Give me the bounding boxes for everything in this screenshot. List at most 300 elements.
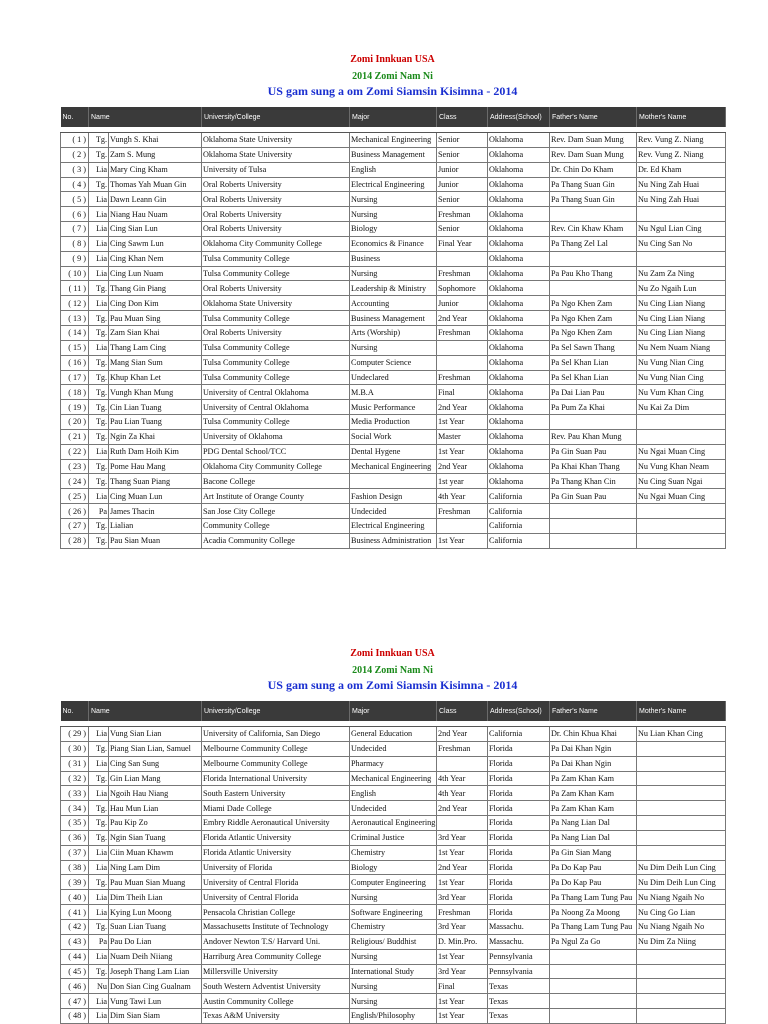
- row-number: ( 4 ): [61, 177, 89, 192]
- address-state: Oklahoma: [488, 311, 550, 326]
- father-name: Pa Do Kap Pau: [550, 875, 637, 890]
- mother-name: [637, 741, 726, 756]
- row-number: ( 18 ): [61, 385, 89, 400]
- mother-name: Nu Kai Za Dim: [637, 400, 726, 415]
- class-year: Freshman: [437, 207, 488, 222]
- mother-name: [637, 801, 726, 816]
- table-row: [61, 801, 726, 816]
- university: Acadia Community College: [202, 533, 350, 548]
- header-row: [61, 107, 726, 127]
- university: University of Central Florida: [202, 875, 350, 890]
- row-number: ( 37 ): [61, 845, 89, 860]
- table-row: [61, 429, 726, 444]
- table-row: [61, 786, 726, 801]
- mother-name: [637, 518, 726, 533]
- father-name: [550, 964, 637, 979]
- class-year: 1st Year: [437, 415, 488, 430]
- address-state: Florida: [488, 771, 550, 786]
- student-name: Mang Sian Sum: [109, 355, 202, 370]
- name-prefix: Tg.: [89, 875, 109, 890]
- major: Computer Science: [350, 355, 437, 370]
- class-year: 2nd Year: [437, 400, 488, 415]
- row-number: ( 7 ): [61, 222, 89, 237]
- student-name: Cing Muan Lun: [109, 489, 202, 504]
- address-state: Oklahoma: [488, 415, 550, 430]
- address-state: Oklahoma: [488, 251, 550, 266]
- student-name: Cing Sawm Lun: [109, 236, 202, 251]
- table-row: [61, 727, 726, 742]
- address-state: Florida: [488, 801, 550, 816]
- table-row: [61, 816, 726, 831]
- major: Pharmacy: [350, 756, 437, 771]
- student-name: Thang Gin Piang: [109, 281, 202, 296]
- class-year: 2nd Year: [437, 801, 488, 816]
- father-name: [550, 533, 637, 548]
- father-name: Dr. Chin Do Kham: [550, 162, 637, 177]
- address-state: Florida: [488, 890, 550, 905]
- major: Aeronautical Engineering: [350, 816, 437, 831]
- name-prefix: Tg.: [89, 919, 109, 934]
- name-prefix: Lia: [89, 949, 109, 964]
- name-prefix: Pa: [89, 934, 109, 949]
- major: Business Management: [350, 147, 437, 162]
- student-name: Pau Sian Muan: [109, 533, 202, 548]
- table-row: [61, 147, 726, 162]
- org-name: Zomi Innkuan USA: [350, 648, 435, 659]
- student-name: Thang Suan Piang: [109, 474, 202, 489]
- student-name: Vung Sian Lian: [109, 727, 202, 742]
- major: Nursing: [350, 979, 437, 994]
- university: University of Tulsa: [202, 162, 350, 177]
- mother-name: Nu Vung Nian Cing: [637, 355, 726, 370]
- col-class-header: Class: [437, 701, 488, 721]
- university: Florida Atlantic University: [202, 830, 350, 845]
- mother-name: [637, 964, 726, 979]
- name-prefix: Tg.: [89, 415, 109, 430]
- class-year: 2nd Year: [437, 311, 488, 326]
- class-year: 4th Year: [437, 771, 488, 786]
- class-year: Junior: [437, 296, 488, 311]
- mother-name: Nu Zo Ngaih Lun: [637, 281, 726, 296]
- table-row: [61, 934, 726, 949]
- mother-name: Nu Cing Lian Niang: [637, 325, 726, 340]
- row-number: ( 23 ): [61, 459, 89, 474]
- class-year: 2nd Year: [437, 459, 488, 474]
- row-number: ( 24 ): [61, 474, 89, 489]
- student-name: Gin Lian Mang: [109, 771, 202, 786]
- university: Massachusetts Institute of Technology: [202, 919, 350, 934]
- name-prefix: Tg.: [89, 964, 109, 979]
- mother-name: [637, 1009, 726, 1024]
- student-name: Cing Lun Nuam: [109, 266, 202, 281]
- father-name: Pa Sel Khan Lian: [550, 355, 637, 370]
- mother-name: Nu Cing Suan Ngai: [637, 474, 726, 489]
- father-name: Pa Zam Khan Kam: [550, 801, 637, 816]
- mother-name: Nu Vung Nian Cing: [637, 370, 726, 385]
- mother-name: Nu Dim Za Niing: [637, 934, 726, 949]
- table-row: [61, 340, 726, 355]
- class-year: 3rd Year: [437, 830, 488, 845]
- name-prefix: Lia: [89, 890, 109, 905]
- father-name: [550, 979, 637, 994]
- major: Nursing: [350, 207, 437, 222]
- mother-name: [637, 979, 726, 994]
- address-state: California: [488, 533, 550, 548]
- major: Business: [350, 251, 437, 266]
- major: Social Work: [350, 429, 437, 444]
- major: Nursing: [350, 266, 437, 281]
- university: Oklahoma City Community College: [202, 236, 350, 251]
- mother-name: Nu Ning Zah Huai: [637, 192, 726, 207]
- class-year: Freshman: [437, 504, 488, 519]
- father-name: [550, 994, 637, 1009]
- name-prefix: Tg.: [89, 474, 109, 489]
- row-number: ( 38 ): [61, 860, 89, 875]
- university: Embry Riddle Aeronautical University: [202, 816, 350, 831]
- table-row: [61, 504, 726, 519]
- name-prefix: Tg.: [89, 325, 109, 340]
- student-name: Cing San Sung: [109, 756, 202, 771]
- address-state: Oklahoma: [488, 370, 550, 385]
- table-row: [61, 415, 726, 430]
- table-row: [61, 355, 726, 370]
- major: International Study: [350, 964, 437, 979]
- major: Chemistry: [350, 919, 437, 934]
- class-year: Freshman: [437, 741, 488, 756]
- major: Criminal Justice: [350, 830, 437, 845]
- major: Mechanical Engineering: [350, 133, 437, 148]
- student-name: Cing Sian Lun: [109, 222, 202, 237]
- name-prefix: Lia: [89, 251, 109, 266]
- mother-name: [637, 533, 726, 548]
- father-name: Pa Sel Sawn Thang: [550, 340, 637, 355]
- major: General Education: [350, 727, 437, 742]
- class-year: [437, 355, 488, 370]
- row-number: ( 3 ): [61, 162, 89, 177]
- class-year: 1st Year: [437, 533, 488, 548]
- university: Oklahoma State University: [202, 147, 350, 162]
- row-number: ( 20 ): [61, 415, 89, 430]
- name-prefix: Lia: [89, 905, 109, 920]
- student-name: Pome Hau Mang: [109, 459, 202, 474]
- table-row: [61, 192, 726, 207]
- table-row: [61, 518, 726, 533]
- university: Oral Roberts University: [202, 177, 350, 192]
- row-number: ( 42 ): [61, 919, 89, 934]
- father-name: [550, 281, 637, 296]
- university: Tulsa Community College: [202, 266, 350, 281]
- student-name: Pau Lian Tuang: [109, 415, 202, 430]
- father-name: Pa Sel Khan Lian: [550, 370, 637, 385]
- university: Oral Roberts University: [202, 281, 350, 296]
- university: Melbourne Community College: [202, 741, 350, 756]
- university: Tulsa Community College: [202, 251, 350, 266]
- student-name: Khup Khan Let: [109, 370, 202, 385]
- student-name: Ning Lam Dim: [109, 860, 202, 875]
- table-header: [61, 107, 726, 133]
- row-number: ( 1 ): [61, 133, 89, 148]
- university: Tulsa Community College: [202, 355, 350, 370]
- university: South Eastern University: [202, 786, 350, 801]
- father-name: Rev. Cin Khaw Kham: [550, 222, 637, 237]
- mother-name: Nu Zam Za Ning: [637, 266, 726, 281]
- student-name: Cing Don Kim: [109, 296, 202, 311]
- major: Music Performance: [350, 400, 437, 415]
- class-year: 3rd Year: [437, 890, 488, 905]
- row-number: ( 39 ): [61, 875, 89, 890]
- col-class-header: Class: [437, 107, 488, 127]
- row-number: ( 25 ): [61, 489, 89, 504]
- father-name: Pa Nang Lian Dal: [550, 830, 637, 845]
- major: Accounting: [350, 296, 437, 311]
- table-row: [61, 979, 726, 994]
- mother-name: [637, 429, 726, 444]
- university: Oral Roberts University: [202, 325, 350, 340]
- father-name: Pa Thang Khan Cin: [550, 474, 637, 489]
- row-number: ( 6 ): [61, 207, 89, 222]
- name-prefix: Tg.: [89, 370, 109, 385]
- name-prefix: Pa: [89, 504, 109, 519]
- major: English: [350, 162, 437, 177]
- name-prefix: Lia: [89, 727, 109, 742]
- address-state: Oklahoma: [488, 147, 550, 162]
- university: University of Florida: [202, 860, 350, 875]
- major: Undecided: [350, 504, 437, 519]
- mother-name: Nu Cing Lian Niang: [637, 311, 726, 326]
- major: Biology: [350, 222, 437, 237]
- row-number: ( 14 ): [61, 325, 89, 340]
- address-state: Florida: [488, 905, 550, 920]
- university: Millersville University: [202, 964, 350, 979]
- address-state: Florida: [488, 875, 550, 890]
- roster-section-2: [60, 648, 725, 1024]
- page-title: US gam sung a om Zomi Siamsin Kisimna - 2014: [267, 84, 518, 98]
- address-state: Florida: [488, 860, 550, 875]
- row-number: ( 31 ): [61, 756, 89, 771]
- mother-name: [637, 994, 726, 1009]
- father-name: Pa Ngo Khen Zam: [550, 311, 637, 326]
- mother-name: [637, 756, 726, 771]
- university: Art Institute of Orange County: [202, 489, 350, 504]
- class-year: 1st Year: [437, 1009, 488, 1024]
- student-name: Dim Sian Siam: [109, 1009, 202, 1024]
- student-name: Vungh S. Khai: [109, 133, 202, 148]
- university: Florida Atlantic University: [202, 845, 350, 860]
- row-number: ( 33 ): [61, 786, 89, 801]
- address-state: Oklahoma: [488, 355, 550, 370]
- father-name: [550, 251, 637, 266]
- university: Tulsa Community College: [202, 311, 350, 326]
- major: M.B.A: [350, 385, 437, 400]
- mother-name: Nu Ngai Muan Cing: [637, 489, 726, 504]
- address-state: Massachu.: [488, 934, 550, 949]
- mother-name: Nu Vum Khan Cing: [637, 385, 726, 400]
- row-number: ( 36 ): [61, 830, 89, 845]
- class-year: [437, 756, 488, 771]
- father-name: Pa Gin Sian Mang: [550, 845, 637, 860]
- university: Melbourne Community College: [202, 756, 350, 771]
- name-prefix: Tg.: [89, 429, 109, 444]
- table-row: [61, 875, 726, 890]
- table-row: [61, 311, 726, 326]
- row-number: ( 34 ): [61, 801, 89, 816]
- table-row: [61, 385, 726, 400]
- student-name: Pau Do Lian: [109, 934, 202, 949]
- name-prefix: Lia: [89, 192, 109, 207]
- address-state: Massachu.: [488, 919, 550, 934]
- student-name: Cin Lian Tuang: [109, 400, 202, 415]
- row-number: ( 28 ): [61, 533, 89, 548]
- university: Harriburg Area Community College: [202, 949, 350, 964]
- col-father-header: Father's Name: [550, 701, 637, 721]
- name-prefix: Tg.: [89, 518, 109, 533]
- university: Tulsa Community College: [202, 415, 350, 430]
- major: Nursing: [350, 340, 437, 355]
- father-name: Pa Dai Khan Ngin: [550, 756, 637, 771]
- mother-name: [637, 504, 726, 519]
- address-state: Florida: [488, 786, 550, 801]
- table-header: [61, 701, 726, 727]
- name-prefix: Lia: [89, 860, 109, 875]
- table-row: [61, 994, 726, 1009]
- address-state: California: [488, 518, 550, 533]
- major: Nursing: [350, 949, 437, 964]
- address-state: Florida: [488, 756, 550, 771]
- name-prefix: Lia: [89, 444, 109, 459]
- student-name: James Thacin: [109, 504, 202, 519]
- mother-name: Nu Dim Deih Lun Cing: [637, 875, 726, 890]
- mother-name: [637, 949, 726, 964]
- student-name: Joseph Thang Lam Lian: [109, 964, 202, 979]
- student-name: Mary Cing Kham: [109, 162, 202, 177]
- table-row: [61, 236, 726, 251]
- address-state: Pennsylvania: [488, 964, 550, 979]
- class-year: Final Year: [437, 236, 488, 251]
- mother-name: Nu Ning Zah Huai: [637, 177, 726, 192]
- student-name: Niang Hau Nuam: [109, 207, 202, 222]
- student-name: Dawn Leann Gin: [109, 192, 202, 207]
- table-row: [61, 251, 726, 266]
- mother-name: Nu Cing Lian Niang: [637, 296, 726, 311]
- table-row: [61, 830, 726, 845]
- row-number: ( 11 ): [61, 281, 89, 296]
- row-number: ( 2 ): [61, 147, 89, 162]
- university: San Jose City College: [202, 504, 350, 519]
- name-prefix: Lia: [89, 1009, 109, 1024]
- university: Austin Community College: [202, 994, 350, 1009]
- student-name: Cing Khan Nem: [109, 251, 202, 266]
- col-name-header: Name: [89, 107, 202, 127]
- address-state: Oklahoma: [488, 444, 550, 459]
- father-name: Pa Ngul Za Go: [550, 934, 637, 949]
- table-row: [61, 266, 726, 281]
- father-name: Pa Gin Suan Pau: [550, 444, 637, 459]
- major: Mechanical Engineering: [350, 459, 437, 474]
- major: English: [350, 786, 437, 801]
- table-row: [61, 162, 726, 177]
- mother-name: [637, 771, 726, 786]
- major: Business Administration: [350, 533, 437, 548]
- name-prefix: Lia: [89, 162, 109, 177]
- row-number: ( 32 ): [61, 771, 89, 786]
- father-name: Rev. Dam Suan Mung: [550, 133, 637, 148]
- address-state: Florida: [488, 816, 550, 831]
- col-university-header: University/College: [202, 107, 350, 127]
- col-university-header: University/College: [202, 701, 350, 721]
- class-year: 2nd Year: [437, 727, 488, 742]
- university: University of Central Oklahoma: [202, 400, 350, 415]
- name-prefix: Lia: [89, 994, 109, 1009]
- table-row: [61, 281, 726, 296]
- name-prefix: Tg.: [89, 400, 109, 415]
- address-state: Oklahoma: [488, 385, 550, 400]
- table-row: [61, 222, 726, 237]
- col-father-header: Father's Name: [550, 107, 637, 127]
- father-name: [550, 518, 637, 533]
- father-name: [550, 949, 637, 964]
- class-year: Freshman: [437, 325, 488, 340]
- row-number: ( 5 ): [61, 192, 89, 207]
- class-year: 1st Year: [437, 875, 488, 890]
- major: [350, 474, 437, 489]
- university: Oklahoma State University: [202, 296, 350, 311]
- address-state: Oklahoma: [488, 400, 550, 415]
- university: University of Oklahoma: [202, 429, 350, 444]
- class-year: 4th Year: [437, 786, 488, 801]
- student-name: Kying Lun Moong: [109, 905, 202, 920]
- row-number: ( 47 ): [61, 994, 89, 1009]
- student-table-1: [60, 107, 726, 549]
- father-name: Pa Zam Khan Kam: [550, 786, 637, 801]
- major: Economics & Finance: [350, 236, 437, 251]
- table-row: [61, 325, 726, 340]
- major: Media Production: [350, 415, 437, 430]
- row-number: ( 41 ): [61, 905, 89, 920]
- roster-section-1: [60, 54, 725, 549]
- major: Fashion Design: [350, 489, 437, 504]
- university: Andover Newton T.S/ Harvard Uni.: [202, 934, 350, 949]
- class-year: 2nd Year: [437, 860, 488, 875]
- major: Nursing: [350, 994, 437, 1009]
- major: Religious/ Buddhist: [350, 934, 437, 949]
- address-state: Oklahoma: [488, 459, 550, 474]
- university: PDG Dental School/TCC: [202, 444, 350, 459]
- class-year: Freshman: [437, 905, 488, 920]
- address-state: Oklahoma: [488, 222, 550, 237]
- name-prefix: Tg.: [89, 281, 109, 296]
- class-year: 1st Year: [437, 949, 488, 964]
- subtitle: 2014 Zomi Nam Ni: [352, 665, 433, 676]
- student-name: Ngin Sian Tuang: [109, 830, 202, 845]
- table-row: [61, 949, 726, 964]
- university: Oklahoma City Community College: [202, 459, 350, 474]
- student-name: Ngin Za Khai: [109, 429, 202, 444]
- class-year: [437, 518, 488, 533]
- name-prefix: Lia: [89, 296, 109, 311]
- university: Community College: [202, 518, 350, 533]
- father-name: Pa Thang Suan Gin: [550, 177, 637, 192]
- class-year: 3rd Year: [437, 919, 488, 934]
- name-prefix: Tg.: [89, 771, 109, 786]
- father-name: Pa Gin Suan Pau: [550, 489, 637, 504]
- row-number: ( 30 ): [61, 741, 89, 756]
- address-state: Oklahoma: [488, 296, 550, 311]
- class-year: Final: [437, 979, 488, 994]
- university: Oklahoma State University: [202, 133, 350, 148]
- name-prefix: Lia: [89, 266, 109, 281]
- class-year: [437, 340, 488, 355]
- class-year: 3rd Year: [437, 964, 488, 979]
